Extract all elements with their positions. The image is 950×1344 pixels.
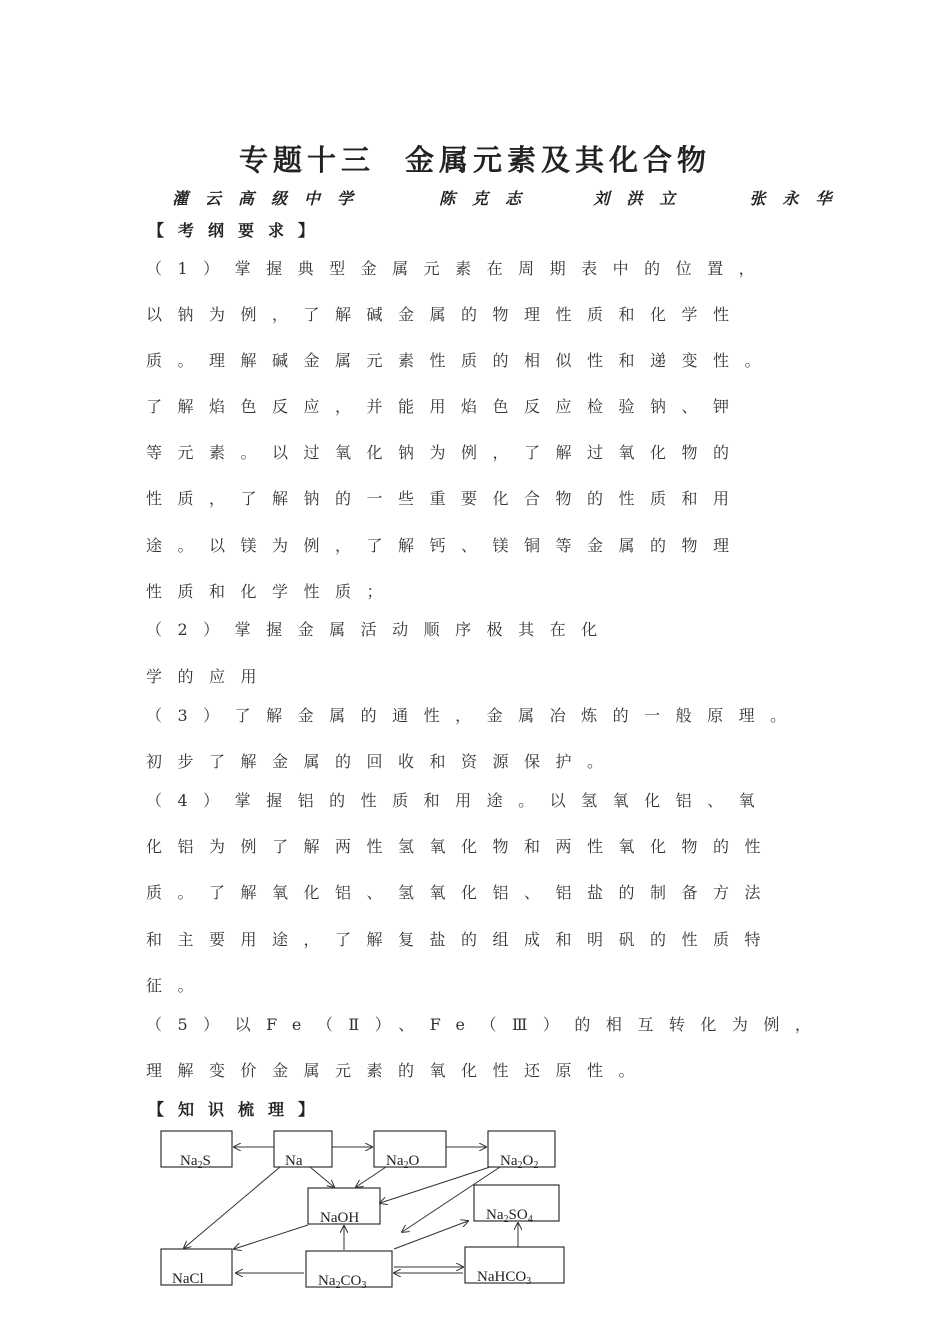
text-line: 初步了解金属的回收和资源保护。 (146, 752, 619, 771)
node-na2co3 (306, 1251, 392, 1291)
author-school: 灌云高级中学 (172, 189, 371, 208)
node-na2so4 (474, 1185, 559, 1225)
svg-text:NaOH: NaOH (320, 1210, 360, 1226)
arrow-naoh-to-nacl (234, 1225, 308, 1249)
node-na2s (161, 1131, 232, 1171)
text-line: 学的应用 (146, 667, 273, 686)
text-line: 性质和化学性质； (146, 582, 399, 601)
author-1: 陈克志 (439, 189, 539, 208)
svg-text:Na2O: $Na_2O$ (386, 1153, 420, 1171)
text-line: 质。理解碱金属元素性质的相似性和递变性。 (146, 351, 777, 370)
arrow-na2o-to-naoh (356, 1167, 386, 1187)
author-3: 张永华 (749, 189, 849, 208)
node-naoh (308, 1188, 380, 1226)
author-line (172, 186, 849, 209)
text-line: 征。 (146, 976, 210, 995)
arrow-na2co3-to-na2so4 (394, 1221, 468, 1249)
text-line: 等元素。以过氧化钠为例，了解过氧化物的 (146, 443, 745, 462)
text-line: （1）掌握典型金属元素在周期表中的位置， (146, 259, 771, 278)
svg-text:Na2SO4: $Na_2SO_4$ (486, 1207, 533, 1225)
text-line: 了解焰色反应，并能用焰色反应检验钠、钾 (146, 397, 745, 416)
author-2: 刘洪立 (593, 189, 693, 208)
svg-text:NaCl: NaCl (172, 1271, 204, 1287)
svg-text:NaHCO3: NaHCO$_3$ (477, 1269, 532, 1287)
node-na (274, 1131, 332, 1169)
section-heading-requirements: 【考纲要求】 (148, 221, 329, 240)
text-line: 和主要用途，了解复盐的组成和明矾的性质特 (146, 930, 777, 949)
section-heading-knowledge: 【知识梳理】 (148, 1100, 329, 1119)
arrow-na-to-naoh (310, 1167, 334, 1187)
text-line: （2）掌握金属活动顺序极其在化 (146, 620, 613, 639)
text-line: 化铝为例了解两性氢氧化物和两性氧化物的性 (146, 837, 777, 856)
node-na2o (374, 1131, 446, 1171)
text-line: 理解变价金属元素的氧化性还原性。 (146, 1061, 651, 1080)
text-line: 以钠为例，了解碱金属的物理性质和化学性 (146, 305, 745, 324)
svg-text:Na2S: $Na_2S$ (180, 1153, 211, 1171)
sodium-compounds-diagram (150, 1125, 580, 1295)
arrow-na-to-nacl (184, 1167, 280, 1248)
node-nacl (161, 1249, 232, 1287)
title-part2: 金属元素及其化合物 (405, 143, 712, 177)
text-line: 性质，了解钠的一些重要化合物的性质和用 (146, 489, 745, 508)
node-nahco3 (465, 1247, 564, 1287)
node-na2o2 (488, 1131, 555, 1171)
text-line: 途。以镁为例，了解钙、镁铜等金属的物理 (146, 536, 745, 555)
text-line: （3）了解金属的通性，金属冶炼的一般原理。 (146, 706, 802, 725)
text-line: 质。了解氧化铝、氢氧化铝、铝盐的制备方法 (146, 883, 777, 902)
text-line: （5）以Fe（Ⅱ）、Fe（Ⅲ）的相互转化为例， (146, 1015, 827, 1034)
svg-text:Na2O2: $Na_2O_2$ (500, 1153, 539, 1171)
svg-text:Na2CO3: $Na_2CO_3$ (318, 1273, 367, 1291)
document-title (0, 138, 950, 179)
svg-text:Na: Na (285, 1153, 303, 1169)
text-line: （4）掌握铝的性质和用途。以氢氧化铝、氧 (146, 791, 771, 810)
title-part1: 专题十三 (238, 143, 375, 177)
